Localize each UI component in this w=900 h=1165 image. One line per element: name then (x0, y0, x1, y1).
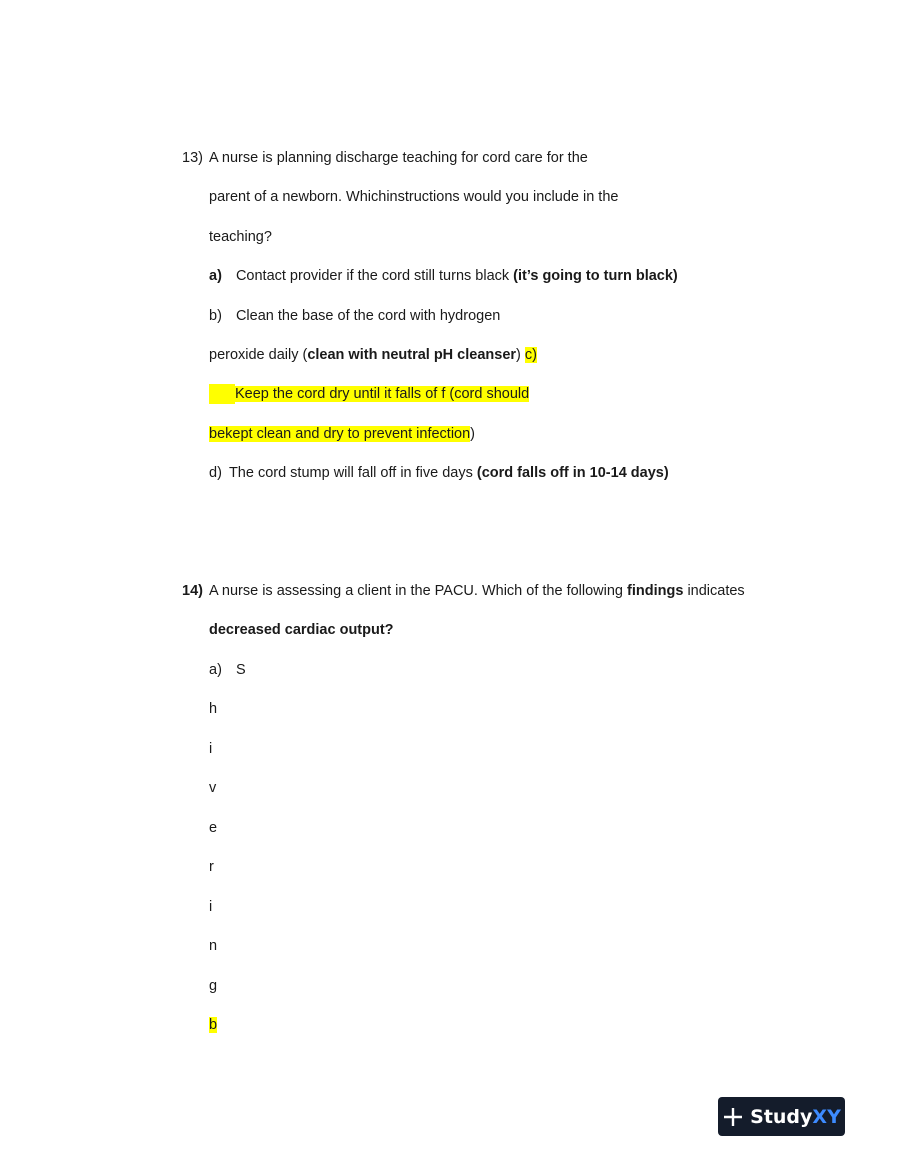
q13-option-c-close: ) (470, 426, 476, 442)
q13-option-b (209, 306, 500, 326)
q13-option-a (209, 266, 678, 286)
q13-option-c-continued (209, 424, 475, 444)
q13-option-b-text: Clean the base of the cord with hydrogen (235, 308, 501, 324)
q13-option-c-indent (209, 384, 235, 404)
q13-option-b-continued (209, 345, 537, 365)
q13-option-c (209, 384, 529, 404)
q13-stem-line-3: teaching? (209, 229, 272, 245)
q14-option-a-letter-7: n (209, 938, 218, 954)
logo-text-accent: XY (812, 1105, 841, 1128)
q13-stem-line-2: parent of a newborn. Whichinstructions would you include in the (209, 189, 619, 205)
q13-number: 13) (182, 150, 203, 166)
q13-option-d (209, 463, 669, 483)
q13-option-c-text: Keep the cord dry until it falls of f (cord should (235, 386, 530, 402)
q14-option-a-letter-2: i (209, 741, 213, 757)
q14-number: 14) (182, 583, 203, 599)
q14-option-a-letter-3: v (209, 780, 217, 796)
logo-text-main: Study (750, 1105, 813, 1128)
q14-option-b (209, 1015, 217, 1035)
q13-option-a-text: Contact provider if the cord still turns black (235, 268, 510, 284)
q14-option-a-label: a) (209, 662, 222, 678)
q14-option-a-letter-8: g (209, 978, 218, 994)
q13-option-d-label: d) (209, 465, 222, 481)
plus-icon (722, 1106, 744, 1128)
studyxy-logo[interactable] (718, 1097, 845, 1136)
q13-option-a-answer: (it’s going to turn black) (513, 268, 678, 284)
q14-option-b-label: b (209, 1017, 218, 1033)
q14-stem-line-2: decreased cardiac output? (209, 622, 394, 638)
q13-option-b-close: ) (516, 347, 521, 363)
q13-option-c-cont: bekept clean and dry to prevent infection (209, 426, 471, 442)
q14-option-a (209, 660, 246, 680)
q14-stem-bold: findings (627, 583, 684, 599)
q14-option-a-letter-0: S (235, 662, 246, 678)
q14-option-a-letter-1: h (209, 701, 218, 717)
q13-option-a-label: a) (209, 268, 222, 284)
q13-option-b-cont: peroxide daily ( (209, 347, 308, 363)
q13-stem-line-1: A nurse is planning discharge teaching for cord care for the (209, 150, 588, 166)
q14-option-a-letter-6: i (209, 899, 213, 915)
q14-option-a-letter-4: e (209, 820, 218, 836)
q14-stem-post: indicates (687, 583, 745, 599)
q13-option-d-answer: (cord falls off in 10-14 days) (476, 465, 669, 481)
q13-option-b-label: b) (209, 308, 222, 324)
q14-stem-line-1 (209, 581, 745, 601)
q13-option-d-text: The cord stump will fall off in five days (228, 465, 473, 481)
q14-stem-pre: A nurse is assessing a client in the PACU. Which of the following (209, 583, 623, 599)
q14-option-a-letter-5: r (209, 859, 214, 875)
q13-option-c-label: c) (524, 347, 538, 363)
q13-option-b-answer: clean with neutral pH cleanser (307, 347, 517, 363)
